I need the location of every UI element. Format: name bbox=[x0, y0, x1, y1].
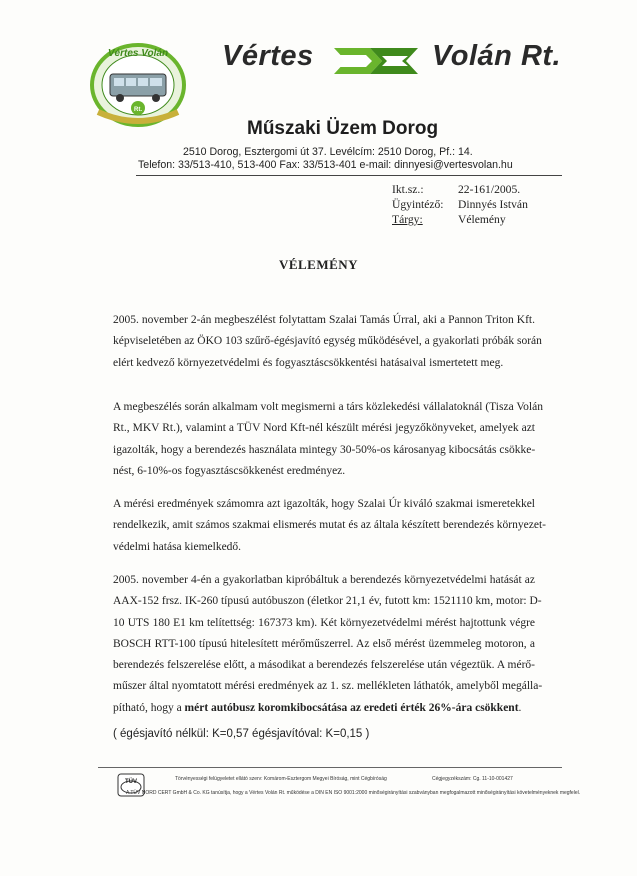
reference-clerk bbox=[392, 198, 528, 211]
text-line bbox=[113, 698, 535, 719]
text-line: nést, 6-10%-os fogyasztáscsökkenést eredményez. bbox=[113, 464, 346, 477]
paragraph-test bbox=[113, 570, 543, 719]
address-line: 2510 Dorog, Esztergomi út 37. Levélcím: 2510 Dorog, Pf.: 14. bbox=[183, 146, 473, 158]
contact-line: Telefon: 33/513-410, 513-400 Fax: 33/513-401 e-mail: dinnyesi@vertesvolan.hu bbox=[138, 159, 513, 171]
text-line: elért kedvező környezetvédelmi és fogyasztáscsökkentési hatásaival ismertetett meg. bbox=[113, 356, 504, 369]
reference-label: Ikt.sz.: bbox=[392, 183, 424, 196]
reference-value: Vélemény bbox=[458, 213, 506, 226]
footer-certification: A TÜV NORD CERT GmbH & Co. KG tanúsítja, hogy a Vértes Volán Rt. működése a DIN EN ISO 9001:2000 minőségirányítási szabványban megfogalmazott minőségirányítási követelményeknek megfelel. bbox=[126, 790, 581, 796]
reference-value: Dinnyés István bbox=[458, 198, 528, 211]
text-line: műszer által nyomtatott mérési eredmények az 1. sz. mellékleten láthatók, amelyből megálla- bbox=[113, 680, 543, 693]
text-line: AAX-152 frsz. IK-260 típusú autóbuszon (életkor 21,1 év, futott km: 1521110 km, motor: D- bbox=[113, 595, 542, 608]
text-line: védelmi hatása kiemelkedő. bbox=[113, 540, 242, 553]
footer-company-registration: Cégjegyzékszám: Cg. 11-10-001427 bbox=[432, 776, 513, 782]
text-line: berendezés felszerelése előtt, a másodikat a berendezés felszerelése után végeztük. A mérő- bbox=[113, 659, 535, 672]
document-title: VÉLEMÉNY bbox=[278, 257, 359, 272]
paragraph-meeting bbox=[113, 310, 542, 374]
text-segment: . bbox=[518, 701, 522, 714]
company-seal-logo bbox=[88, 38, 188, 128]
text-line: 2005. november 4-én a gyakorlatban kipróbáltuk a berendezés környezetvédelmi hatását az bbox=[113, 574, 535, 586]
text-line: BOSCH RTT-100 típusú hitelesített mérőműszerrel. Az első mérést üzemmeleg motoron, a bbox=[113, 637, 535, 650]
text-line: A megbeszélés során alkalmam volt megismerni a társ közlekedési vállalatoknál (Tisza Volán bbox=[113, 401, 543, 413]
reference-label: Tárgy: bbox=[392, 213, 423, 226]
tuv-logo-text: TÜV bbox=[125, 779, 137, 785]
footer-registry: Törvényességi felügyeletet ellátó szerv: Komárom-Esztergom Megyei Bíróság, mint Cégbíróság bbox=[175, 776, 387, 782]
brand-name-left: Vértes bbox=[222, 40, 314, 72]
text-line: A mérési eredmények számomra azt igazolták, hogy Szalai Úr kiváló szakmai ismeretekkel bbox=[113, 498, 535, 510]
brand-arrow-icon bbox=[330, 44, 422, 78]
paragraph-reports bbox=[113, 397, 543, 482]
reference-filing-number bbox=[392, 183, 520, 196]
highlighted-result: mért autóbusz koromkibocsátása az eredeti érték 26%-ára csökkent bbox=[184, 701, 519, 714]
reference-label: Ügyintéző: bbox=[392, 198, 444, 211]
reference-value: 22-161/2005. bbox=[458, 183, 521, 196]
measurement-note: ( égésjavító nélkül: K=0,57 égésjavítóval: K=0,15 ) bbox=[113, 728, 370, 740]
text-line: 10 UTS 180 E1 km telítettség: 167373 km). Két környezetvédelmi mérést hajtottunk végre bbox=[113, 616, 535, 629]
logo-ring-text: Vértes Volán bbox=[107, 48, 169, 59]
header-divider bbox=[136, 175, 562, 176]
unit-title: Műszaki Üzem Dorog bbox=[247, 118, 439, 139]
paragraph-results bbox=[113, 494, 546, 558]
logo-badge-text: Rt. bbox=[134, 107, 142, 113]
text-line: igazolták, hogy a berendezés használata mintegy 30-50%-os károsanyag kibocsátás csökke- bbox=[113, 443, 536, 456]
text-segment: pítható, hogy a bbox=[113, 701, 185, 714]
text-line: rendelkezik, amit számos szakmai elismerés mutat és az általa készített berendezés környezet- bbox=[113, 519, 546, 532]
reference-subject bbox=[392, 213, 506, 226]
text-line: képviseletében az ÖKO 103 szűrő-égésjavító egység működésével, a gyakorlati próbák során bbox=[113, 335, 542, 348]
brand-name-right: Volán Rt. bbox=[432, 40, 562, 72]
text-line: Rt., MKV Rt.), valamint a TÜV Nord Kft-nél készült mérési jegyzőkönyveket, amelyek azt bbox=[113, 422, 535, 435]
text-line: 2005. november 2-án megbeszélést folytattam Szalai Tamás Úrral, aki a Pannon Triton Kft. bbox=[113, 314, 535, 326]
footer-divider bbox=[98, 767, 562, 768]
